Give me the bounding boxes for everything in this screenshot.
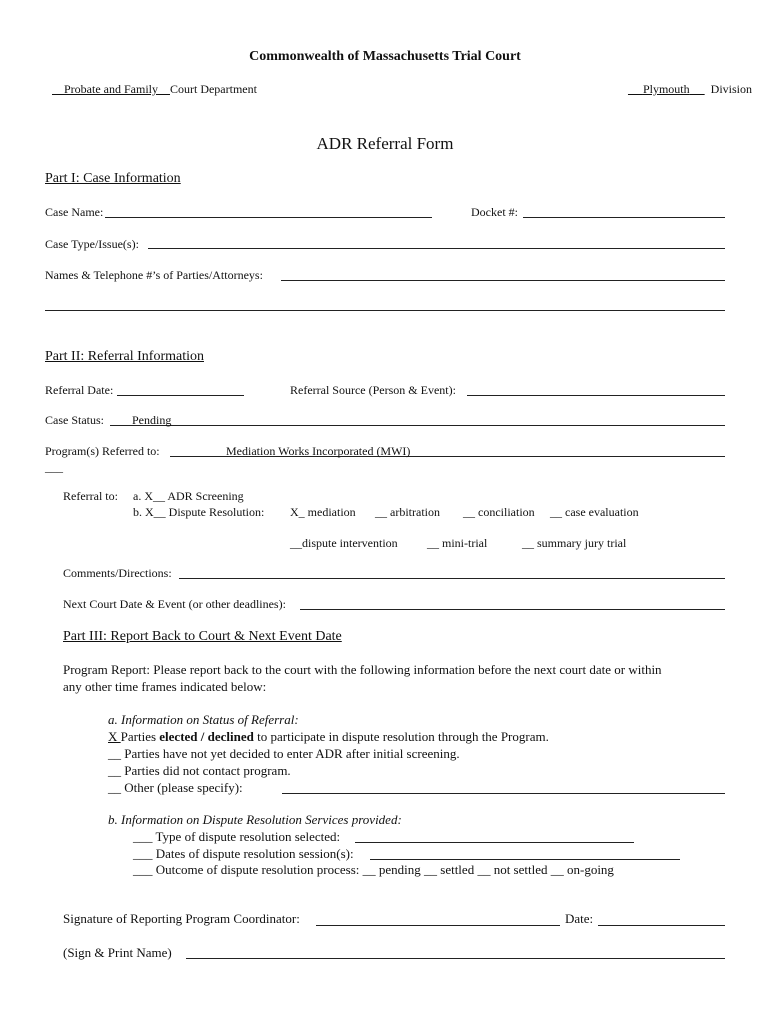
dr-dispute-intervention[interactable]: __dispute intervention bbox=[290, 536, 398, 550]
parties-field-continued[interactable] bbox=[45, 310, 725, 311]
docket-label: Docket #: bbox=[471, 205, 518, 219]
parties-label: Names & Telephone #’s of Parties/Attorneys: bbox=[45, 268, 263, 282]
sign-print-label: (Sign & Print Name) bbox=[63, 945, 172, 960]
status-option-not-decided[interactable]: __ Parties have not yet decided to enter ADR after initial screening. bbox=[108, 746, 460, 761]
signature-field[interactable] bbox=[316, 925, 560, 926]
referral-date-field[interactable] bbox=[117, 395, 244, 396]
dr-summary-jury-trial[interactable]: __ summary jury trial bbox=[522, 536, 627, 550]
part2-heading: Part II: Referral Information bbox=[45, 349, 204, 364]
date-field[interactable] bbox=[598, 925, 725, 926]
dr-case-evaluation[interactable]: __ case evaluation bbox=[550, 505, 639, 519]
case-name-label: Case Name: bbox=[45, 205, 104, 219]
division-value[interactable]: Plymouth bbox=[642, 82, 690, 96]
status-other-field[interactable] bbox=[282, 793, 725, 794]
division-line bbox=[628, 82, 752, 97]
docket-field[interactable] bbox=[523, 217, 725, 218]
parties-field[interactable] bbox=[281, 280, 725, 281]
status-1-bold: elected / declined bbox=[159, 729, 254, 744]
programs-trailing-blank[interactable]: ___ bbox=[45, 460, 63, 474]
status-1-pre: Parties bbox=[120, 729, 160, 744]
service-dates[interactable]: ___ Dates of dispute resolution session(s): bbox=[133, 846, 354, 861]
comments-field[interactable] bbox=[179, 578, 725, 579]
dr-mini-trial[interactable]: __ mini-trial bbox=[427, 536, 488, 550]
case-status-value[interactable]: Pending bbox=[132, 413, 172, 427]
programs-value[interactable]: Mediation Works Incorporated (MWI) bbox=[226, 444, 411, 458]
status-x-mark: X bbox=[108, 729, 121, 744]
referral-date-label: Referral Date: bbox=[45, 383, 114, 397]
referral-source-label: Referral Source (Person & Event): bbox=[290, 383, 456, 397]
service-dates-field[interactable] bbox=[370, 859, 680, 860]
dr-mediation[interactable]: X_ mediation bbox=[290, 505, 356, 519]
option-adr-screening[interactable]: a. X__ ADR Screening bbox=[133, 489, 244, 503]
service-type-selected[interactable]: ___ Type of dispute resolution selected: bbox=[133, 829, 341, 844]
service-outcome[interactable]: ___ Outcome of dispute resolution process: __ pending __ settled __ not settled __ on-going bbox=[133, 862, 614, 877]
dr-conciliation[interactable]: __ conciliation bbox=[463, 505, 535, 519]
next-court-label: Next Court Date & Event (or other deadlines): bbox=[63, 597, 286, 611]
status-option-elected-declined[interactable] bbox=[108, 729, 549, 745]
option-dispute-resolution[interactable]: b. X__ Dispute Resolution: bbox=[133, 505, 265, 519]
part1-heading: Part I: Case Information bbox=[45, 171, 181, 186]
department-label: Court Department bbox=[169, 82, 257, 96]
status-option-no-contact[interactable]: __ Parties did not contact program. bbox=[108, 763, 291, 778]
department-value[interactable]: Probate and Family bbox=[64, 82, 158, 96]
status-option-other[interactable]: __ Other (please specify): bbox=[108, 780, 243, 795]
referral-source-field[interactable] bbox=[467, 395, 725, 396]
court-title: Commonwealth of Massachusetts Trial Court bbox=[249, 49, 521, 64]
program-report-line2: any other time frames indicated below: bbox=[63, 679, 267, 694]
status-1-post: to participate in dispute resolution through the Program. bbox=[253, 729, 549, 744]
signature-label: Signature of Reporting Program Coordinator: bbox=[63, 911, 300, 926]
case-name-field[interactable] bbox=[105, 217, 432, 218]
comments-label: Comments/Directions: bbox=[63, 566, 172, 580]
referral-to-label: Referral to: bbox=[63, 489, 118, 503]
part3-heading: Part III: Report Back to Court & Next Event Date bbox=[63, 629, 342, 644]
program-report-line1: Program Report: Please report back to the court with the following information before the next court date or within bbox=[63, 662, 662, 677]
form-title: ADR Referral Form bbox=[316, 134, 454, 153]
division-label: Division bbox=[710, 82, 752, 96]
case-type-label: Case Type/Issue(s): bbox=[45, 237, 139, 251]
status-heading: a. Information on Status of Referral: bbox=[108, 712, 299, 727]
date-label: Date: bbox=[565, 911, 594, 926]
department-line bbox=[52, 82, 257, 97]
next-court-field[interactable] bbox=[300, 609, 725, 610]
services-heading: b. Information on Dispute Resolution Services provided: bbox=[108, 812, 402, 827]
dr-arbitration[interactable]: __ arbitration bbox=[375, 505, 440, 519]
case-status-field[interactable] bbox=[110, 425, 725, 426]
case-type-field[interactable] bbox=[148, 248, 725, 249]
programs-label: Program(s) Referred to: bbox=[45, 444, 160, 458]
sign-print-field[interactable] bbox=[186, 958, 725, 959]
service-type-field[interactable] bbox=[355, 842, 634, 843]
case-status-label: Case Status: bbox=[45, 413, 104, 427]
